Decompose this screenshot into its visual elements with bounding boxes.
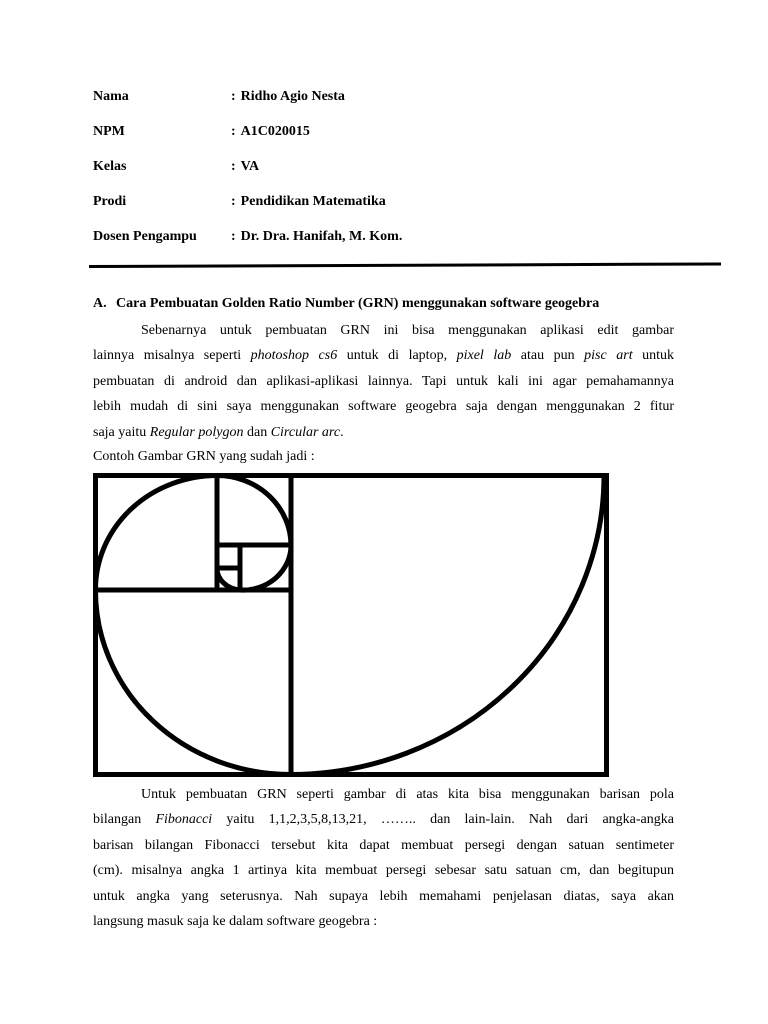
text-run: dan <box>243 424 271 440</box>
paragraph-line: barisan bilangan Fibonacci tersebut kita dapat membuat persegi dengan satuan sentimeter <box>93 837 674 853</box>
info-row-nama <box>93 88 345 106</box>
paragraph-line <box>93 420 674 445</box>
info-label: Nama <box>93 89 129 104</box>
text-run: yaitu 1,1,2,3,5,8,13,21, …….. dan lain-lain. Nah dari angka-angka <box>212 812 674 828</box>
info-value: Ridho Agio Nesta <box>240 89 345 104</box>
text-run: untuk di laptop, <box>337 348 457 364</box>
figure-caption: Contoh Gambar GRN yang sudah jadi : <box>93 449 315 464</box>
italic-term: pixel lab <box>456 348 512 364</box>
italic-term: Regular polygon <box>149 424 244 440</box>
text-run: bilangan <box>93 812 156 828</box>
section-number: A. <box>93 296 107 311</box>
info-value: A1C020015 <box>240 124 310 139</box>
info-value: VA <box>240 159 260 174</box>
info-value: Dr. Dra. Hanifah, M. Kom. <box>240 229 403 244</box>
section-title: Cara Pembuatan Golden Ratio Number (GRN) menggunakan software geogebra <box>116 296 600 311</box>
text-run: untuk <box>632 348 675 364</box>
italic-term: Circular arc <box>270 424 341 440</box>
info-row-npm <box>93 123 310 141</box>
text-run: saja yaitu <box>93 424 150 440</box>
info-label: NPM <box>93 124 125 139</box>
text-run: atau pun <box>511 348 585 364</box>
info-value: Pendidikan Matematika <box>240 194 386 209</box>
golden-spiral <box>95 476 604 775</box>
explanation-paragraph <box>93 782 674 934</box>
info-label: Kelas <box>93 159 127 174</box>
info-separator: : <box>231 159 236 174</box>
info-separator: : <box>231 194 236 209</box>
info-row-kelas <box>93 158 259 176</box>
outer-rectangle <box>96 476 607 775</box>
paragraph-line: Sebenarnya untuk pembuatan GRN ini bisa menggunakan aplikasi edit gambar <box>141 323 674 338</box>
info-separator: : <box>231 124 236 139</box>
info-row-dosen <box>93 228 402 246</box>
paragraph-line <box>93 343 674 368</box>
paragraph-line: langsung masuk saja ke dalam software geogebra : <box>93 914 378 930</box>
italic-term: pisc art <box>584 348 633 364</box>
paragraph-line: (cm). misalnya angka 1 artinya kita membuat persegi sebesar satu satuan cm, dan begitupun <box>93 863 674 879</box>
info-separator: : <box>231 229 236 244</box>
paragraph-line: pembuatan di android dan aplikasi-aplikasi lainnya. Tapi untuk kali ini agar pemahamannya <box>93 373 674 389</box>
section-heading <box>93 296 599 312</box>
text-run: lainnya misalnya seperti <box>93 348 251 364</box>
info-label: Prodi <box>93 194 127 209</box>
info-row-prodi <box>93 193 386 211</box>
intro-paragraph <box>93 318 674 445</box>
italic-term: photoshop cs6 <box>250 348 338 364</box>
info-label: Dosen Pengampu <box>93 229 197 244</box>
paragraph-line: lebih mudah di sini saya menggunakan software geogebra saja dengan menggunakan 2 fitur <box>93 399 674 415</box>
paragraph-line: Untuk pembuatan GRN seperti gambar di atas kita bisa menggunakan barisan pola <box>141 787 674 802</box>
text-run: . <box>340 424 344 440</box>
paragraph-line <box>93 807 674 832</box>
info-separator: : <box>231 89 236 104</box>
italic-term: Fibonacci <box>155 812 213 828</box>
header-divider <box>89 262 721 268</box>
paragraph-line: untuk angka yang seterusnya. Nah supaya lebih memahami penjelasan diatas, saya akan <box>93 888 674 904</box>
golden-ratio-figure <box>92 472 610 778</box>
